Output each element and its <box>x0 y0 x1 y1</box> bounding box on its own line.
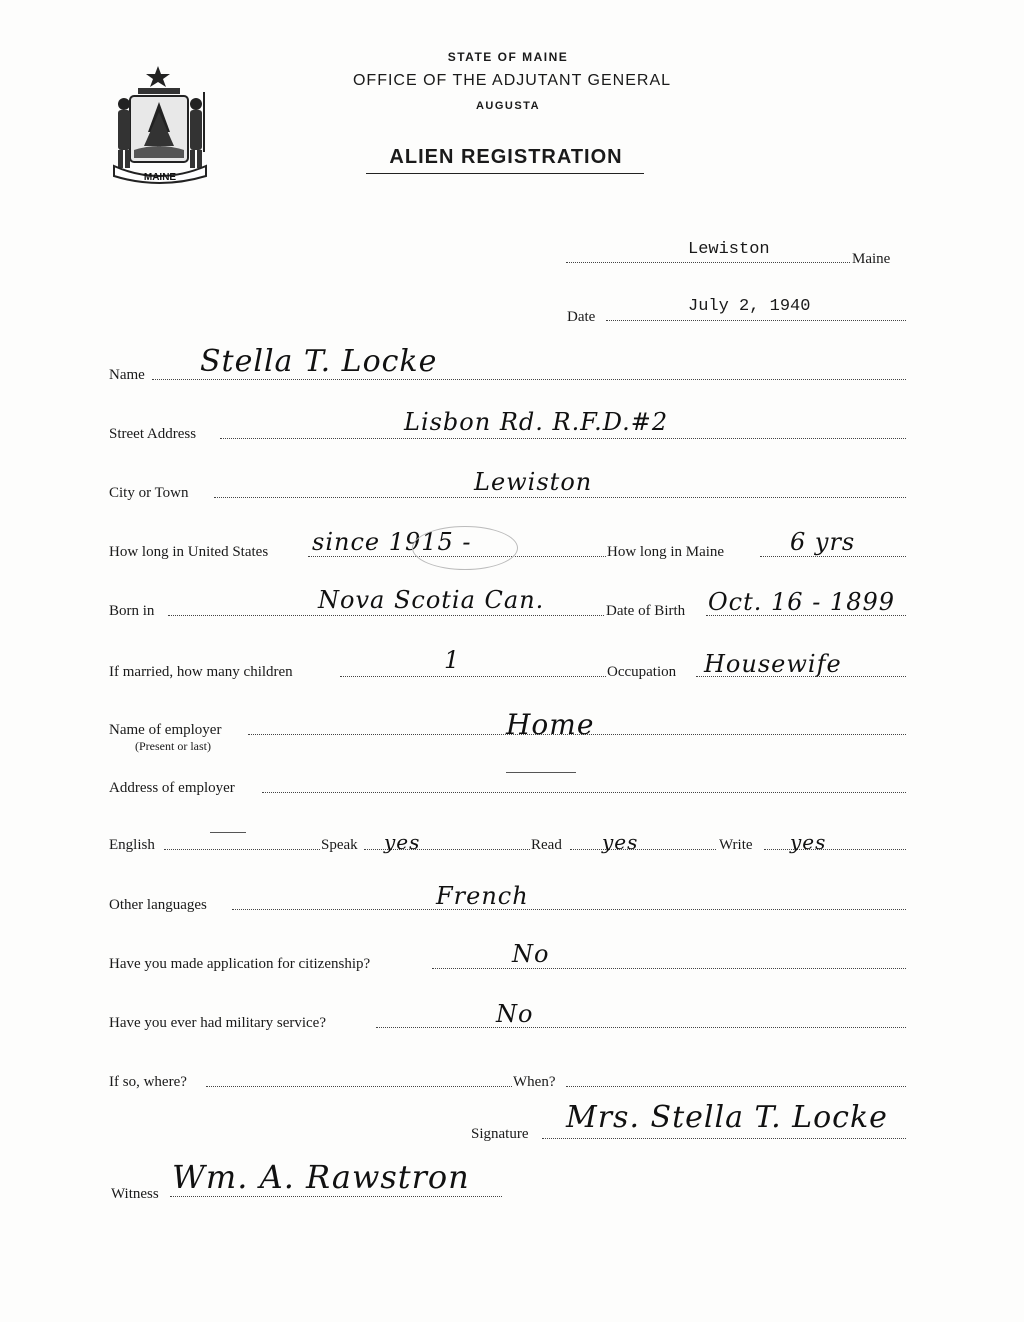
citizenship-line <box>432 968 906 969</box>
header-state: STATE OF MAINE <box>447 50 569 64</box>
city-value: Lewiston <box>474 468 593 496</box>
children-label: If married, how many children <box>109 664 293 680</box>
us-time-label: How long in United States <box>109 544 269 560</box>
when-label: When? <box>513 1074 556 1090</box>
header-city: AUGUSTA <box>475 100 541 112</box>
dob-label: Date of Birth <box>606 603 686 619</box>
read-label: Read <box>531 837 562 853</box>
employer-address-label: Address of employer <box>109 780 235 796</box>
date-label: Date <box>567 309 596 325</box>
street-line <box>220 438 906 439</box>
dob-value: Oct. 16 - 1899 <box>708 588 896 616</box>
witness-label: Witness <box>111 1186 159 1202</box>
write-value: yes <box>790 830 827 854</box>
blank-dash <box>506 772 576 773</box>
title-underline <box>366 173 644 174</box>
seal-banner-text: MAINE <box>143 172 177 183</box>
occupation-label: Occupation <box>607 664 677 680</box>
header-office: OFFICE OF THE ADJUTANT GENERAL <box>352 72 672 89</box>
occupation-value: Housewife <box>704 650 842 678</box>
military-label: Have you ever had military service? <box>109 1015 326 1031</box>
when-line <box>566 1086 906 1087</box>
speak-value: yes <box>384 830 421 854</box>
employer-address-line <box>262 792 906 793</box>
street-value: Lisbon Rd. R.F.D.#2 <box>404 408 669 436</box>
name-value: Stella T. Locke <box>200 344 438 379</box>
read-value: yes <box>602 830 639 854</box>
maine-time-line <box>760 556 906 557</box>
english-label: English <box>109 837 155 853</box>
military-value: No <box>496 1000 534 1028</box>
witness-line <box>170 1196 502 1197</box>
date-value: July 2, 1940 <box>688 297 811 316</box>
languages-line <box>232 909 906 910</box>
signature-line <box>542 1138 906 1139</box>
languages-label: Other languages <box>109 897 207 913</box>
languages-value: French <box>436 882 529 910</box>
us-time-value: since 1915 - <box>312 528 472 556</box>
signature-label: Signature <box>471 1126 529 1142</box>
born-label: Born in <box>109 603 155 619</box>
military-line <box>376 1027 906 1028</box>
english-dash <box>210 832 246 833</box>
employer-label: Name of employer <box>109 722 222 738</box>
employer-sublabel: (Present or last) <box>135 739 211 753</box>
born-line <box>168 615 604 616</box>
city-line <box>214 497 906 498</box>
children-line <box>340 676 606 677</box>
town-value: Lewiston <box>688 240 770 259</box>
where-label: If so, where? <box>109 1074 187 1090</box>
citizenship-value: No <box>512 940 550 968</box>
name-label: Name <box>109 367 145 383</box>
ink-circle <box>412 526 518 570</box>
citizenship-label: Have you made application for citizenship? <box>109 956 371 972</box>
form-title: ALIEN REGISTRATION <box>389 146 623 168</box>
witness-value: Wm. A. Rawstron <box>172 1158 470 1196</box>
speak-label: Speak <box>321 837 358 853</box>
maine-time-value: 6 yrs <box>790 528 856 556</box>
street-label: Street Address <box>109 426 197 442</box>
born-value: Nova Scotia Can. <box>318 586 545 614</box>
date-line <box>606 320 906 321</box>
english-line <box>164 849 320 850</box>
maine-time-label: How long in Maine <box>607 544 725 560</box>
signature-value: Mrs. Stella T. Locke <box>566 1100 888 1135</box>
where-line <box>206 1086 512 1087</box>
employer-value: Home <box>506 708 595 741</box>
city-label: City or Town <box>109 485 189 501</box>
write-line <box>764 849 906 850</box>
write-label: Write <box>719 837 753 853</box>
town-label: Maine <box>852 251 891 267</box>
children-value: 1 <box>444 646 461 674</box>
name-line <box>152 379 906 380</box>
read-line <box>570 849 716 850</box>
town-line <box>566 262 850 263</box>
